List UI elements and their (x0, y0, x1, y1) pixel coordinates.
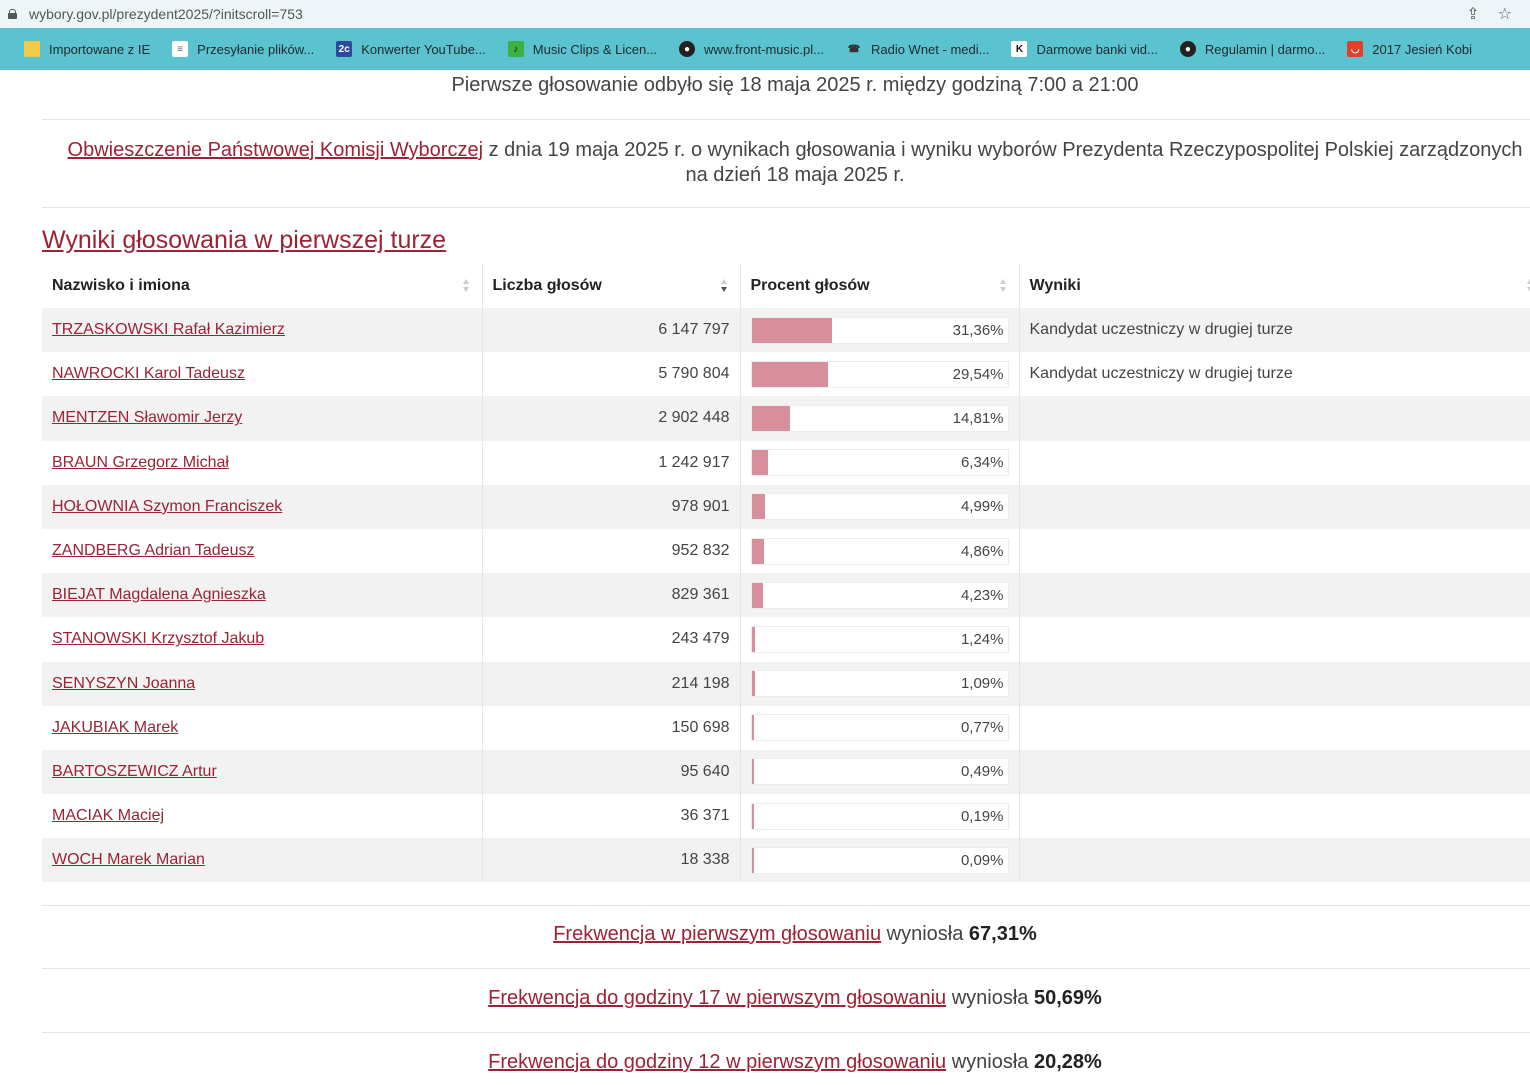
table-row (42, 750, 1530, 794)
divider (42, 905, 1530, 906)
result-cell (1019, 838, 1530, 882)
bookmark-label: Regulamin | darmo... (1204, 41, 1326, 57)
column-header-label: Nazwisko i imiona (52, 277, 190, 294)
votes-cell: 829 361 (482, 573, 740, 617)
percent-value: 31,36% (952, 321, 1004, 339)
percent-bar (751, 361, 1009, 388)
result-cell (1019, 573, 1530, 617)
table-row (42, 308, 1530, 352)
candidate-link[interactable]: SENYSZYN Joanna (52, 674, 196, 692)
votes-cell: 150 698 (482, 706, 740, 750)
table-row (42, 838, 1530, 882)
candidate-link[interactable]: MACIAK Maciej (52, 807, 165, 825)
percent-bar (751, 626, 1009, 653)
bookmark-item[interactable] (1011, 41, 1157, 57)
percent-cell (740, 662, 1019, 706)
percent-cell (740, 750, 1019, 794)
percent-bar (751, 538, 1009, 565)
percent-cell (740, 706, 1019, 750)
percent-cell (740, 617, 1019, 661)
percent-cell (740, 352, 1019, 396)
percent-cell (740, 308, 1019, 352)
percent-bar-fill (752, 450, 768, 475)
sort-icon[interactable] (463, 279, 470, 293)
percent-cell (740, 485, 1019, 529)
percent-value: 29,54% (952, 365, 1004, 383)
percent-cell (740, 529, 1019, 573)
star-icon[interactable]: ☆ (1497, 4, 1512, 23)
candidate-cell (42, 529, 482, 573)
bookmarks-bar (0, 28, 1530, 70)
votes-cell: 2 902 448 (482, 396, 740, 440)
candidate-cell (42, 662, 482, 706)
candidate-link[interactable]: MENTZEN Sławomir Jerzy (52, 409, 243, 427)
candidate-link[interactable]: STANOWSKI Krzysztof Jakub (52, 630, 265, 648)
percent-value: 4,99% (960, 498, 1004, 516)
lock-icon (8, 9, 17, 19)
votes-cell: 1 242 917 (482, 441, 740, 485)
candidate-cell (42, 441, 482, 485)
percent-bar (751, 493, 1009, 520)
candidate-cell (42, 573, 482, 617)
result-cell (1019, 794, 1530, 838)
first-vote-info: Pierwsze głosowanie odbyło się 18 maja 2025 r. między godziną 7:00 a 21:00 (451, 74, 1139, 96)
votes-cell: 5 790 804 (482, 352, 740, 396)
bookmark-label: Konwerter YouTube... (361, 41, 486, 57)
turnout-12 (0, 1051, 1530, 1074)
votes-cell: 952 832 (482, 529, 740, 573)
table-row (42, 441, 1530, 485)
globe-icon: ● (679, 41, 695, 57)
table-row (42, 485, 1530, 529)
percent-cell (740, 838, 1019, 882)
bookmark-item[interactable] (336, 41, 486, 57)
music-icon: ♪ (508, 41, 524, 57)
percent-bar (751, 847, 1009, 874)
bookmark-label: 2017 Jesień Kobi (1372, 41, 1473, 57)
k-icon: K (1011, 41, 1027, 57)
column-header-votes[interactable] (482, 264, 740, 308)
percent-cell (740, 441, 1019, 485)
percent-bar (751, 405, 1009, 432)
document-icon: ≡ (172, 41, 188, 57)
candidate-link[interactable]: TRZASKOWSKI Rafał Kazimierz (52, 321, 285, 339)
table-row (42, 794, 1530, 838)
percent-bar-fill (752, 583, 763, 608)
percent-value: 1,09% (960, 675, 1004, 693)
divider (42, 968, 1530, 969)
bookmark-label: Importowane z IE (49, 41, 151, 57)
divider (42, 207, 1530, 208)
results-title-link[interactable]: Wyniki głosowania w pierwszej turze (42, 226, 447, 254)
turnout-17 (0, 987, 1530, 1010)
table-row (42, 529, 1530, 573)
bookmark-item[interactable] (24, 41, 150, 57)
percent-value: 0,49% (960, 763, 1004, 781)
percent-cell (740, 396, 1019, 440)
result-cell: Kandydat uczestniczy w drugiej turze (1019, 352, 1530, 396)
bookmark-label: Darmowe banki vid... (1036, 41, 1158, 57)
percent-bar-fill (752, 494, 765, 519)
candidate-cell (42, 750, 482, 794)
table-row (42, 706, 1530, 750)
percent-bar (751, 582, 1009, 609)
votes-cell: 214 198 (482, 662, 740, 706)
bookmark-item[interactable] (679, 41, 824, 57)
turnout-value: 67,31% (968, 923, 1037, 945)
result-cell (1019, 750, 1530, 794)
percent-value: 0,77% (960, 719, 1004, 737)
bookmark-label: Radio Wnet - medi... (870, 41, 990, 57)
bookmark-label: www.front-music.pl... (704, 41, 824, 57)
percent-cell (740, 573, 1019, 617)
bookmark-label: Przesyłanie plików... (197, 41, 315, 57)
turnout-text: wyniosła (946, 987, 1034, 1009)
converter-icon: 2c (336, 41, 352, 57)
turnout-text: wyniosła (881, 923, 969, 945)
percent-bar-fill (752, 671, 755, 696)
percent-value: 4,23% (960, 586, 1004, 604)
percent-bar (751, 317, 1009, 344)
turnout-12-link[interactable]: Frekwencja do godziny 12 w pierwszym głosowaniu (488, 1051, 947, 1073)
column-header-label: Liczba głosów (492, 277, 602, 294)
column-header-label: Wyniki (1029, 277, 1081, 294)
candidate-link[interactable]: BARTOSZEWICZ Artur (52, 762, 217, 780)
table-row (42, 617, 1530, 661)
column-header-percent[interactable] (740, 264, 1019, 308)
percent-value: 0,19% (960, 807, 1004, 825)
url-text[interactable]: wybory.gov.pl/prezydent2025/?initscroll=753 (29, 6, 303, 22)
red-icon: ◡ (1347, 41, 1363, 57)
turnout-text: wyniosła (946, 1051, 1034, 1073)
result-cell (1019, 617, 1530, 661)
bookmark-item[interactable] (172, 41, 314, 57)
percent-bar (751, 670, 1009, 697)
result-cell (1019, 706, 1530, 750)
votes-cell: 243 479 (482, 617, 740, 661)
percent-bar-fill (752, 627, 755, 652)
candidate-link[interactable]: BRAUN Grzegorz Michał (52, 453, 229, 471)
candidate-link[interactable]: BIEJAT Magdalena Agnieszka (52, 586, 266, 604)
share-icon[interactable]: ⇪ (1466, 4, 1480, 23)
percent-value: 14,81% (952, 409, 1004, 427)
turnout-value: 50,69% (1033, 987, 1102, 1009)
percent-bar-fill (752, 318, 832, 343)
results-table (42, 264, 1530, 882)
percent-bar-fill (752, 759, 754, 784)
table-row (42, 573, 1530, 617)
candidate-link[interactable]: HOŁOWNIA Szymon Franciszek (52, 497, 283, 515)
percent-bar (751, 803, 1009, 830)
result-cell (1019, 529, 1530, 573)
percent-bar (751, 758, 1009, 785)
bookmark-label: Music Clips & Licen... (532, 41, 658, 57)
votes-cell: 18 338 (482, 838, 740, 882)
percent-bar-fill (752, 406, 790, 431)
column-header-label: Procent głosów (750, 277, 870, 294)
percent-value: 1,24% (960, 630, 1004, 648)
percent-value: 0,09% (960, 851, 1004, 869)
table-row (42, 662, 1530, 706)
percent-bar (751, 449, 1009, 476)
percent-bar-fill (752, 848, 754, 873)
radio-icon: ☎ (847, 43, 861, 55)
candidate-cell (42, 308, 482, 352)
result-cell (1019, 662, 1530, 706)
folder-icon (24, 41, 40, 57)
divider (42, 119, 1530, 120)
candidate-cell (42, 706, 482, 750)
votes-cell: 6 147 797 (482, 308, 740, 352)
sort-desc-icon[interactable] (721, 279, 728, 293)
table-row (42, 352, 1530, 396)
candidate-cell (42, 617, 482, 661)
percent-value: 4,86% (960, 542, 1004, 560)
candidate-link[interactable]: NAWROCKI Karol Tadeusz (52, 365, 245, 383)
percent-bar-fill (752, 715, 754, 740)
bookmark-item[interactable] (508, 41, 657, 57)
percent-value: 6,34% (960, 454, 1004, 472)
turnout-17-link[interactable]: Frekwencja do godziny 17 w pierwszym głosowaniu (488, 987, 947, 1009)
percent-cell (740, 794, 1019, 838)
column-header-result[interactable] (1019, 264, 1530, 308)
bookmark-item[interactable] (846, 41, 990, 57)
percent-bar-fill (752, 539, 764, 564)
candidate-link[interactable]: JAKUBIAK Marek (52, 718, 179, 736)
result-cell (1019, 396, 1530, 440)
pkw-notice-text: z dnia 19 maja 2025 r. o wynikach głosowania i wyniku wyborów Prezydenta Rzeczypospolitej Polskiej zarządzonych na dzień 18 maja 2025 r. (483, 139, 1523, 186)
result-cell: Kandydat uczestniczy w drugiej turze (1019, 308, 1530, 352)
table-row (42, 396, 1530, 440)
percent-bar (751, 714, 1009, 741)
percent-bar-fill (752, 804, 754, 829)
bookmark-item[interactable] (1347, 41, 1472, 57)
globe-icon: ● (1180, 41, 1196, 57)
pkw-notice (60, 138, 1530, 188)
candidate-cell (42, 794, 482, 838)
candidate-cell (42, 838, 482, 882)
votes-cell: 95 640 (482, 750, 740, 794)
candidate-cell (42, 352, 482, 396)
bookmark-item[interactable] (1180, 41, 1325, 57)
votes-cell: 978 901 (482, 485, 740, 529)
turnout-total (0, 923, 1530, 946)
divider (42, 1032, 1530, 1033)
turnout-value: 20,28% (1033, 1051, 1102, 1073)
result-cell (1019, 485, 1530, 529)
address-bar[interactable] (0, 0, 1530, 28)
percent-bar-fill (752, 362, 828, 387)
candidate-link[interactable]: ZANDBERG Adrian Tadeusz (52, 542, 255, 560)
turnout-total-link[interactable]: Frekwencja w pierwszym głosowaniu (553, 923, 882, 945)
candidate-link[interactable]: WOCH Marek Marian (52, 851, 205, 869)
votes-cell: 36 371 (482, 794, 740, 838)
column-header-name[interactable] (42, 264, 482, 308)
pkw-notice-link[interactable]: Obwieszczenie Państwowej Komisji Wyborczej (67, 139, 484, 161)
candidate-cell (42, 396, 482, 440)
result-cell (1019, 441, 1530, 485)
sort-icon[interactable] (1000, 279, 1007, 293)
candidate-cell (42, 485, 482, 529)
